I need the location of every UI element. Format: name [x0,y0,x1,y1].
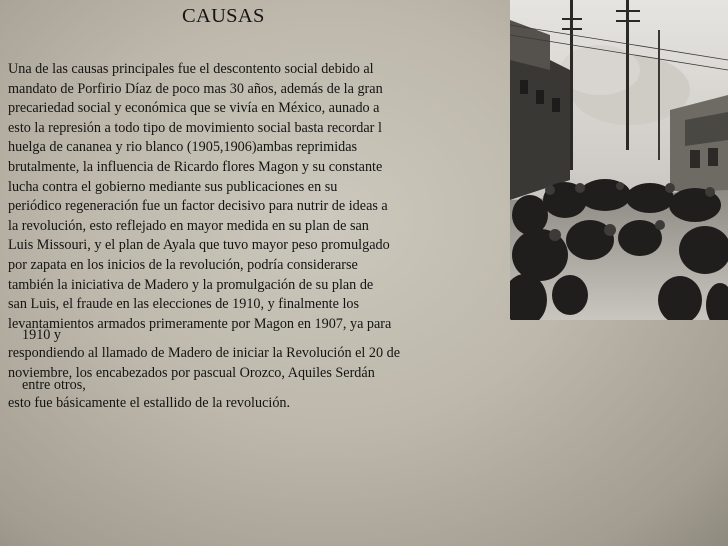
slide-title: CAUSAS [182,5,265,27]
paragraph-line: san Luis, el fraude en las elecciones de 1910, y finalmente los [8,296,360,313]
paragraph-line: la revolución, esto reflejado en mayor medida en su plan de san [8,217,369,234]
body-paragraph [8,60,468,413]
paragraph-line: Una de las causas principales fue el descontento social debido al [8,61,374,77]
paragraph-line: Luis Missouri, y el plan de Ayala que tuvo mayor peso promulgado [8,237,390,254]
historical-street-crowd-photo [510,0,728,320]
paragraph-line: noviembre, los encabezados por pascual Orozco, Aquiles Serdán [8,364,375,381]
paragraph-line: huelga de cananea y rio blanco (1905,1906)ambas reprimidas [8,139,358,156]
paragraph-line: levantamientos armados primeramente por Magon en 1907, ya para [8,315,392,332]
paragraph-line: mandato de Porfirio Díaz de poco mas 30 años, además de la gran [8,80,383,97]
paragraph-line: precariedad social y económica que se vivía en México, aunado a [8,100,380,117]
paragraph-line: lucha contra el gobierno mediante sus publicaciones en su [8,178,338,195]
paragraph-line: brutalmente, la influencia de Ricardo flores Magon y su constante [8,158,383,175]
paragraph-line: periódico regeneración fue un factor decisivo para nutrir de ideas a [8,198,388,215]
paragraph-line: también la iniciativa de Madero y la promulgación de su plan de [8,276,374,293]
paragraph-line-continuation: 1910 y [22,327,62,344]
paragraph-line: esto la represión a todo tipo de movimiento social basta recordar l [8,119,382,136]
paragraph-line: esto fue básicamente el estallido de la revolución. [8,394,291,411]
paragraph-line-continuation: entre otros, [22,376,86,393]
paragraph-line: por zapata en los inicios de la revolución, podría considerarse [8,256,358,273]
paragraph-line: respondiendo al llamado de Madero de iniciar la Revolución el 20 de [8,345,400,362]
